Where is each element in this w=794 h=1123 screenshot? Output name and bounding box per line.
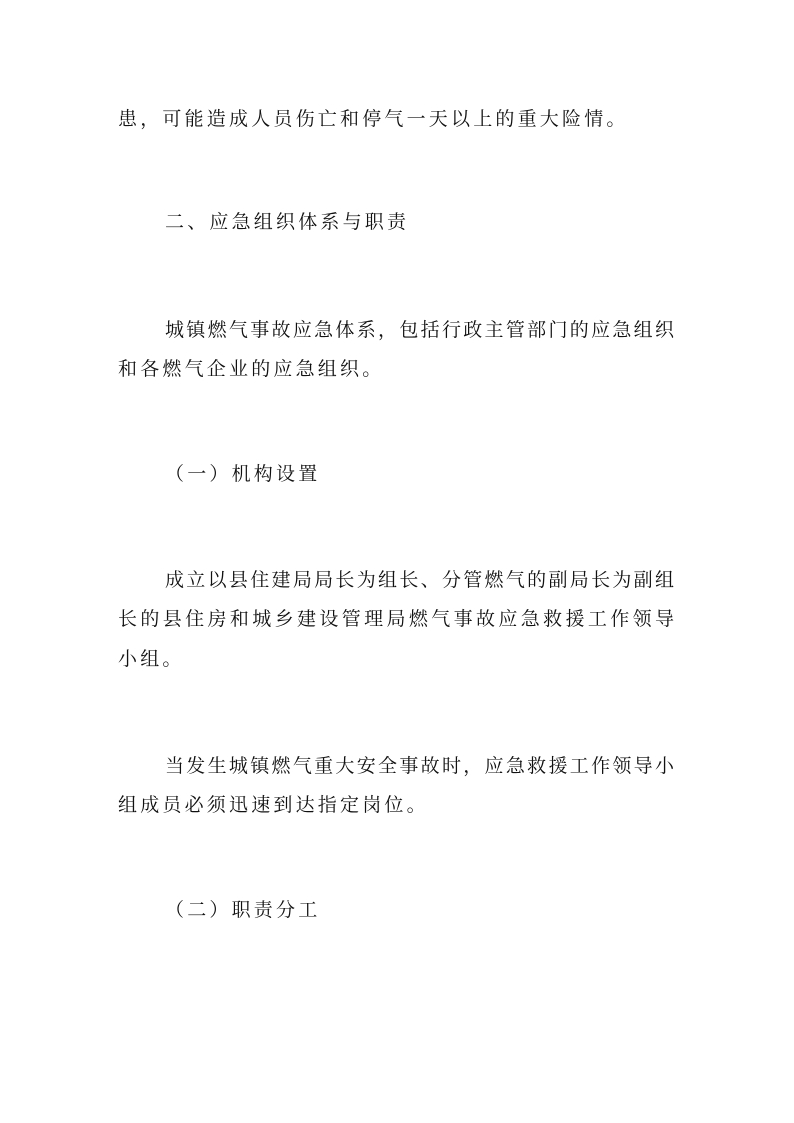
section-heading-2: 二、应急组织体系与职责 bbox=[165, 211, 410, 233]
paragraph-6-line-2: 组成员必须迅速到达指定岗位。 bbox=[118, 794, 429, 816]
subsection-heading-2: （二）职责分工 bbox=[165, 899, 321, 921]
paragraph-3-line-1: 城镇燃气事故应急体系，包括行政主管部门的应急组织 bbox=[165, 319, 674, 341]
subsection-heading-1: （一）机构设置 bbox=[165, 463, 321, 485]
paragraph-5-line-2: 长的县住房和城乡建设管理局燃气事故应急救援工作领导 bbox=[118, 608, 674, 630]
paragraph-5-line-3: 小组。 bbox=[118, 648, 185, 670]
paragraph-1-line-1: 患，可能造成人员伤亡和停气一天以上的重大险情。 bbox=[118, 108, 629, 130]
paragraph-6-line-1: 当发生城镇燃气重大安全事故时，应急救援工作领导小 bbox=[165, 755, 674, 777]
paragraph-3-line-2: 和各燃气企业的应急组织。 bbox=[118, 358, 385, 380]
paragraph-5-line-1: 成立以县住建局局长为组长、分管燃气的副局长为副组 bbox=[165, 569, 674, 591]
